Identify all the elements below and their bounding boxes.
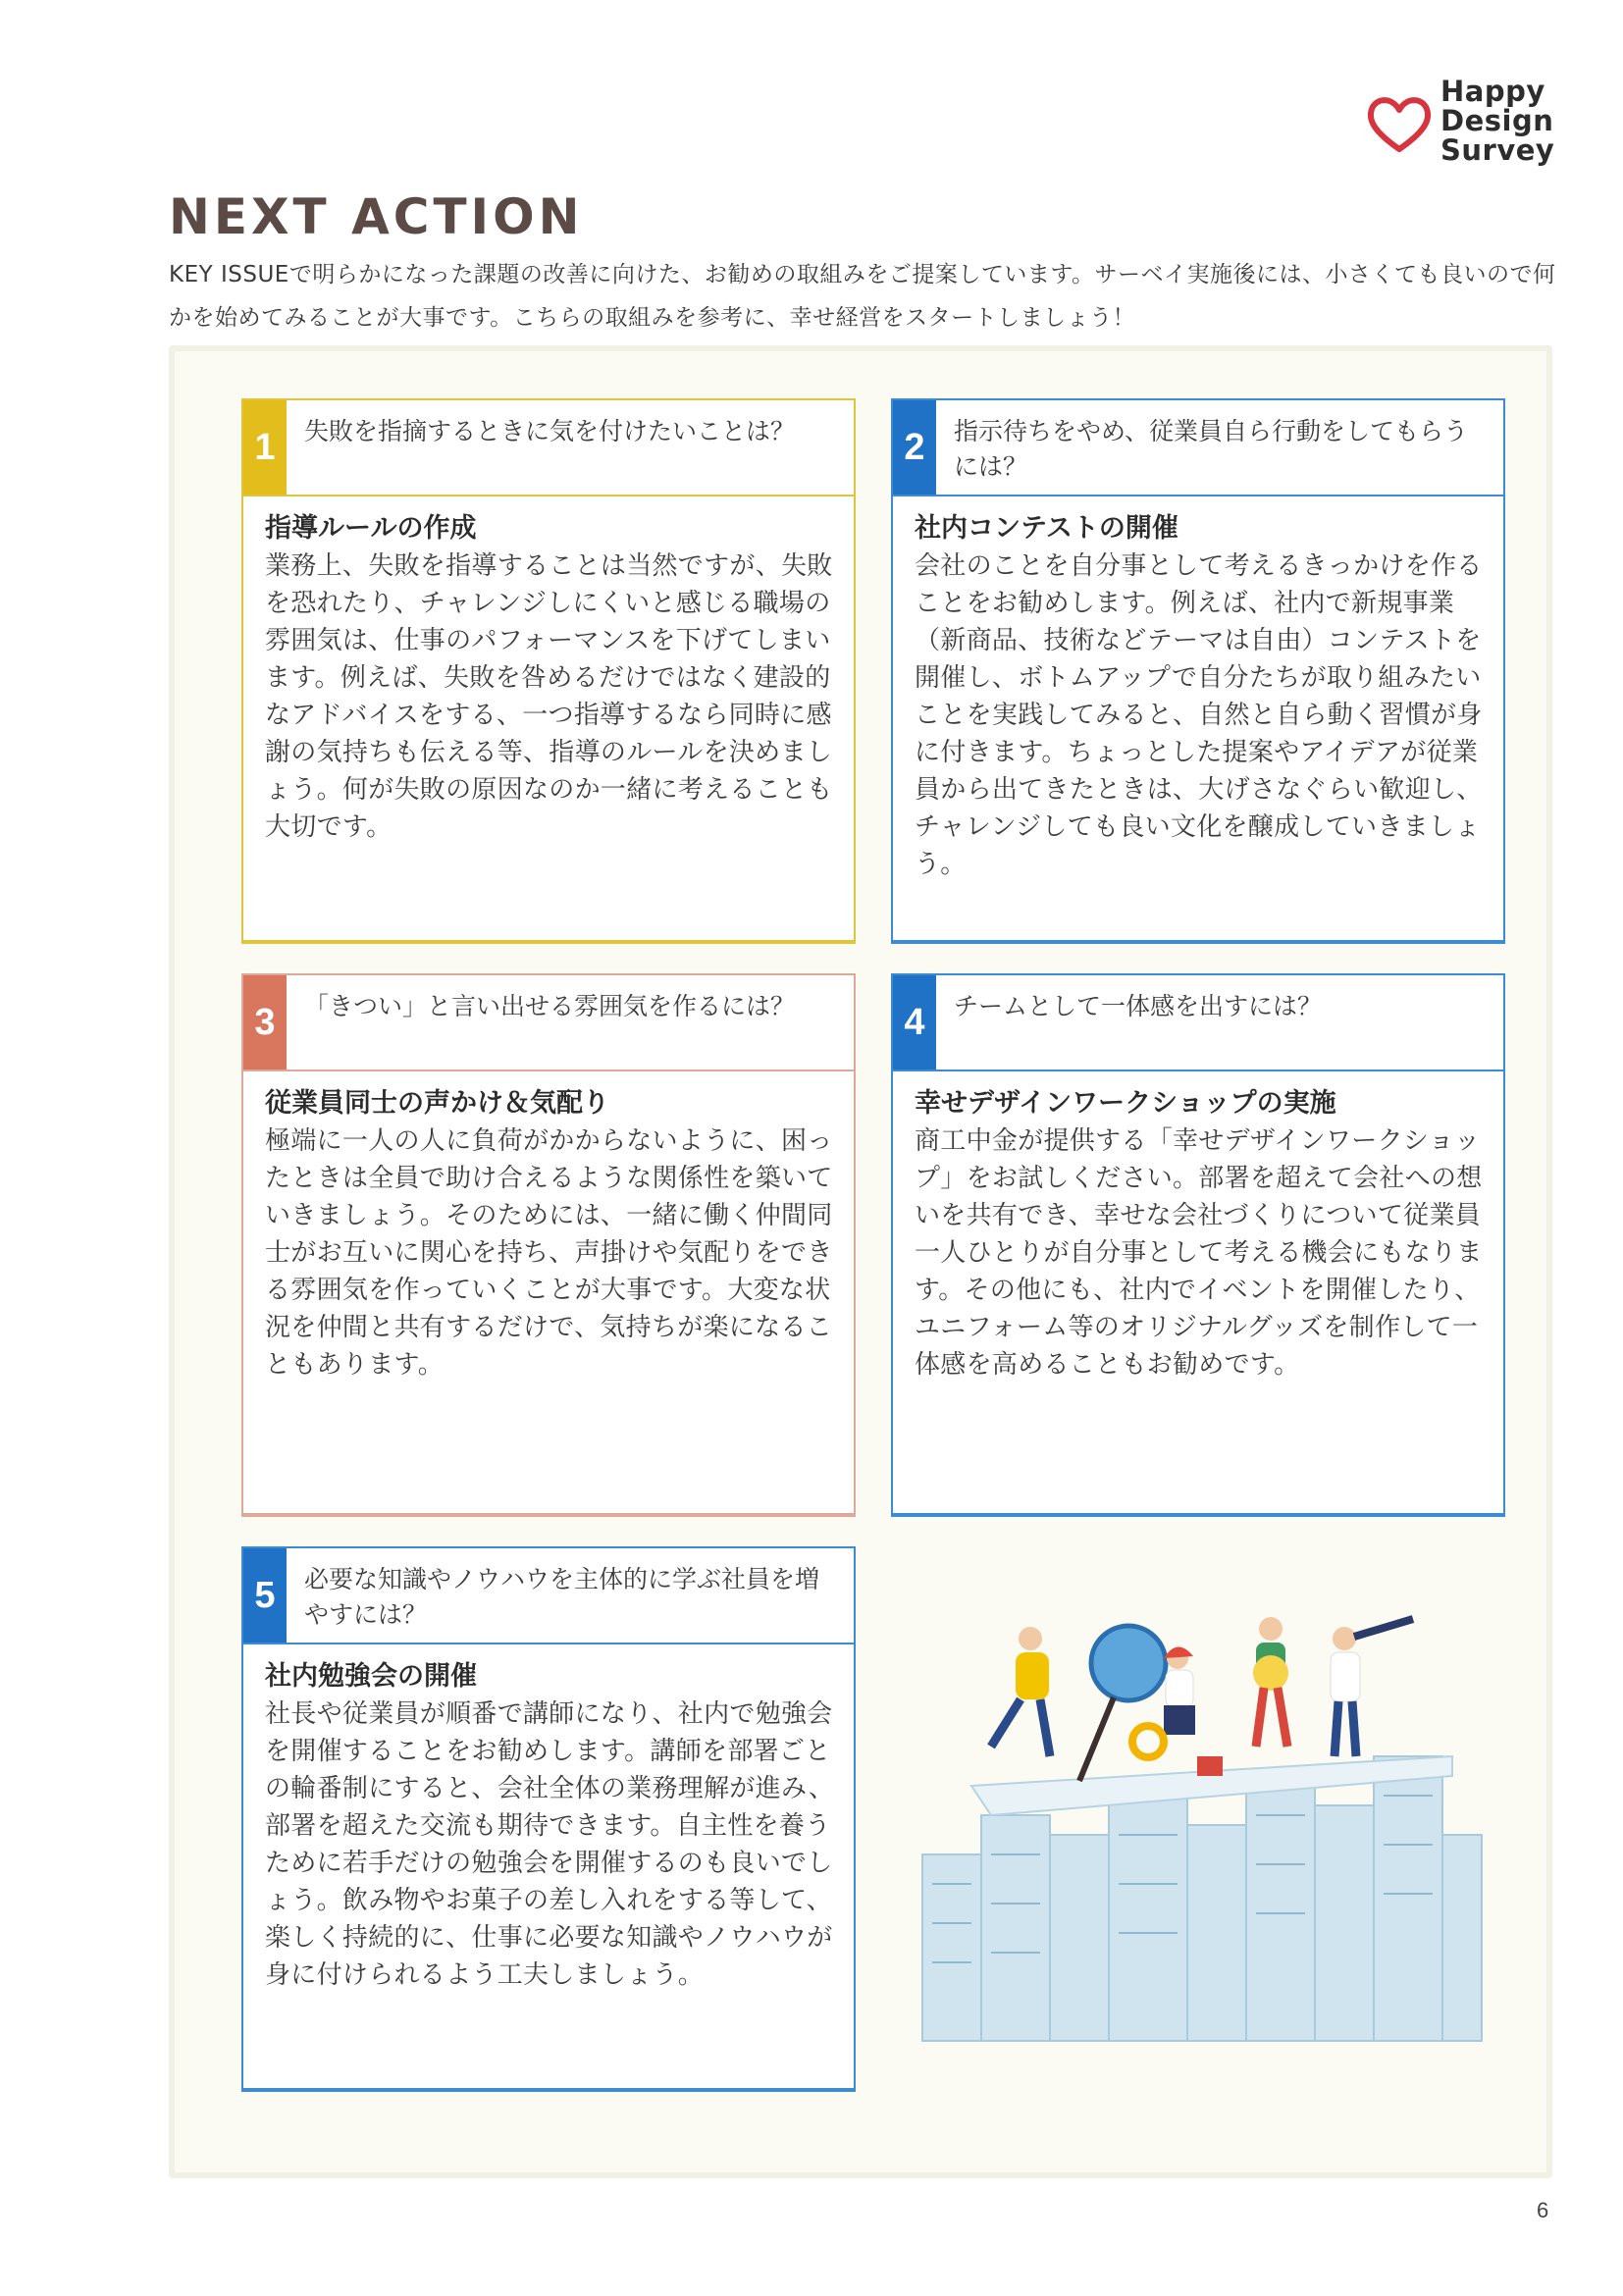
action-card-3 — [241, 973, 856, 1517]
card-number: 5 — [243, 1548, 287, 1643]
card-title: 指導ルールの作成 — [265, 513, 477, 544]
logo-line-happy: Happy — [1440, 75, 1545, 108]
card-title: 幸せデザインワークショップの実施 — [915, 1088, 1336, 1119]
heart-icon — [1366, 94, 1433, 153]
card-title: 社内勉強会の開催 — [265, 1661, 477, 1692]
card-number: 2 — [893, 400, 936, 495]
intro-text: KEY ISSUEで明らかになった課題の改善に向けた、お勧めの取組みをご提案しています。サーベイ実施後には、小さくても良いので何かを始めてみることが大事です。こちらの取組みを参考に、幸せ経営をスタートしましょう！ — [169, 262, 1556, 331]
logo-line-survey: Survey — [1440, 133, 1555, 167]
card-body: 商工中金が提供する「幸せデザインワークショップ」をお試しください。部署を超えて会社への想いを共有でき、幸せな会社づくりについて従業員一人ひとりが自分事として考える機会にもなります。その他にも、社内でイベントを開催したり、ユニフォーム等のオリジナルグッズを制作して一体感を高めることもお勧めです。 — [915, 1126, 1483, 1380]
action-card-4 — [891, 973, 1505, 1517]
card-question: 失敗を指摘するときに気を付けたいことは？ — [304, 417, 796, 445]
card-body: 社長や従業員が順番で講師になり、社内で勉強会を開催することをお勧めします。講師を部署ごとの輪番制にすると、会社全体の業務理解が進み、部署を超えた交流も期待できます。自主性を養うために若手だけの勉強会を開催するのも良いでしょう。飲み物やお菓子の差し入れをする等して、楽しく持続的に、仕事に必要な知識やノウハウが身に付けられるよう工夫しましょう。 — [265, 1699, 835, 1990]
page-number: 6 — [1537, 2198, 1549, 2222]
city-people-illustration — [903, 1609, 1492, 2080]
card-body: 極端に一人の人に負荷がかからないように、困ったときは全員で助け合えるような関係性を築いていきましょう。そのためには、一緒に働く仲間同士がお互いに関心を持ち、声掛けや気配りをできる雰囲気を作っていくことが大事です。大変な状況を仲間と共有するだけで、気持ちが楽になることもあります。 — [265, 1126, 833, 1380]
logo-line-design: Design — [1440, 104, 1554, 137]
card-question: 「きつい」と言い出せる雰囲気を作るには？ — [304, 992, 796, 1020]
card-number: 1 — [243, 400, 287, 495]
card-body: 業務上、失敗を指導することは当然ですが、失敗を恐れたり、チャレンジしにくいと感じる職場の雰囲気は、仕事のパフォーマンスを下げてしまいます。例えば、失敗を咎めるだけではなく建設的なアドバイスをする、一つ指導するなら同時に感謝の気持ちも伝える等、指導のルールを決めましょう。何が失敗の原因なのか一緒に考えることも大切です。 — [265, 551, 833, 842]
action-card-2 — [891, 398, 1505, 944]
card-title: 社内コンテストの開催 — [915, 513, 1178, 544]
card-number: 4 — [893, 975, 936, 1070]
card-title: 従業員同士の声かけ＆気配り — [265, 1088, 609, 1119]
teamwork-illustration — [903, 1609, 1492, 2080]
card-number: 3 — [243, 975, 287, 1070]
action-card-5 — [241, 1546, 856, 2092]
card-question: チームとして一体感を出すには？ — [954, 992, 1323, 1020]
card-question: 指示待ちをやめ、従業員自ら行動をしてもらうには？ — [954, 417, 1469, 481]
card-question: 必要な知識やノウハウを主体的に学ぶ社員を増やすには？ — [304, 1565, 820, 1629]
card-body: 会社のことを自分事として考えるきっかけを作ることをお勧めします。例えば、社内で新規事業（新商品、技術などテーマは自由）コンテストを開催し、ボトムアップで自分たちが取り組みたいことを実践してみると、自然と自ら動く習慣が身に付きます。ちょっとした提案やアイデアが従業員から出てきたときは、大げさなぐらい歓迎し、チャレンジしても良い文化を醸成していきましょう。 — [915, 551, 1483, 879]
page-title: NEXT ACTION — [169, 188, 584, 245]
action-card-1 — [241, 398, 856, 944]
happy-design-survey-logo — [1366, 77, 1562, 175]
